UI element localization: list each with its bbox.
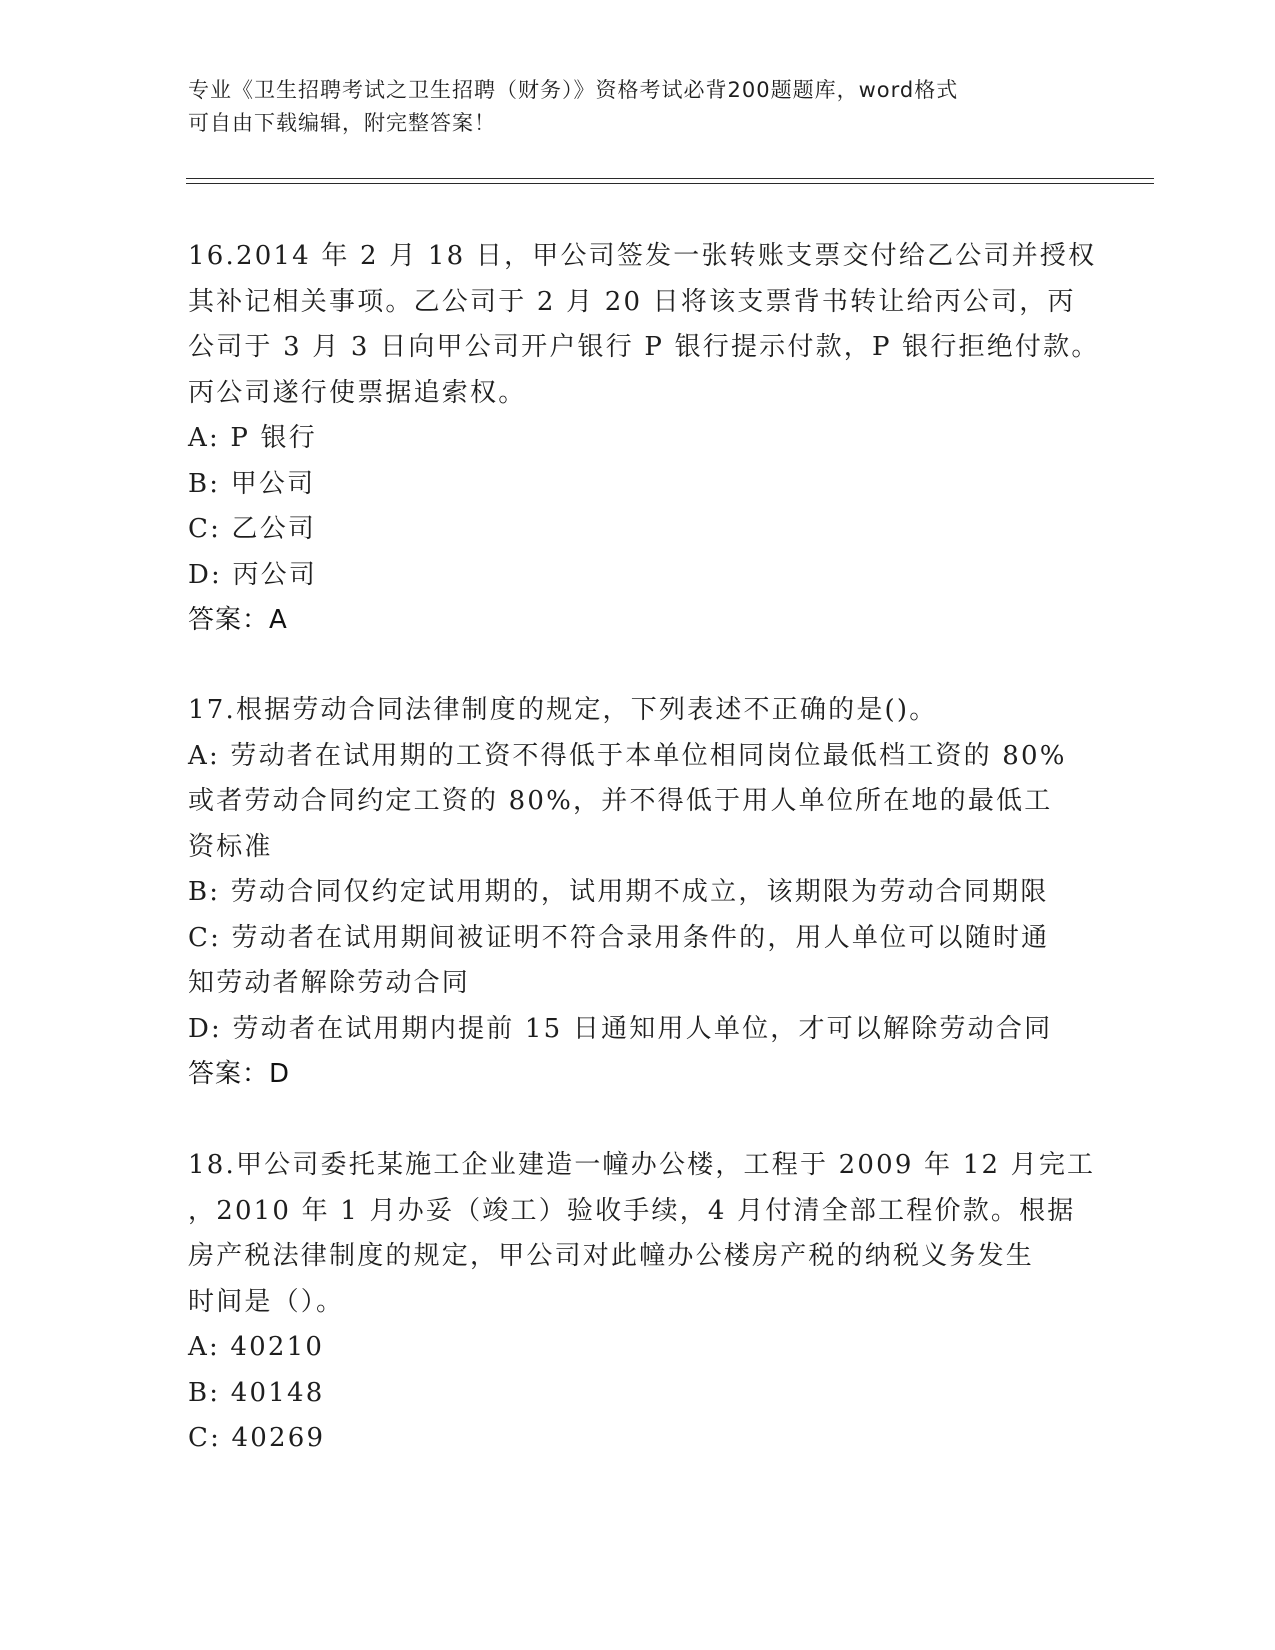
option-line: D: 丙公司	[188, 559, 318, 590]
option-line: C: 乙公司	[188, 514, 317, 544]
option-line: C: 40269	[188, 1423, 326, 1453]
stem-line: 18.甲公司委托某施工企业建造一幢办公楼，工程于 2009 年 12 月完工	[188, 1150, 1096, 1180]
answer-text: 答案：A	[188, 605, 288, 635]
question-stem	[188, 1143, 1096, 1325]
option-line: A: P 银行	[188, 423, 317, 453]
header-divider	[186, 178, 1154, 179]
stem-line: 时间是（）。	[188, 1286, 345, 1317]
option-a	[188, 416, 1088, 462]
option-d	[188, 553, 1088, 599]
stem-line: 16.2014 年 2 月 18 日，甲公司签发一张转账支票交付给乙公司并授权	[188, 241, 1097, 271]
header-line: 专业《卫生招聘考试之卫生招聘（财务）》资格考试必背200题题库，word格式	[188, 78, 959, 102]
option-line: A: 劳动者在试用期的工资不得低于本单位相同岗位最低档工资的 80%	[188, 740, 1067, 771]
option-line: B: 劳动合同仅约定试用期的，试用期不成立，该期限为劳动合同期限	[188, 877, 1049, 907]
question-18	[188, 1143, 1096, 1462]
stem-line: 其补记相关事项。乙公司于 2 月 20 日将该支票背书转让给丙公司，丙	[188, 286, 1076, 317]
option-line: A: 40210	[188, 1332, 325, 1362]
option-d	[188, 1007, 1088, 1053]
option-a	[188, 734, 1088, 871]
stem-line: 公司于 3 月 3 日向甲公司开户银行 P 银行提示付款，P 银行拒绝付款。	[188, 332, 1100, 362]
option-line: D: 劳动者在试用期内提前 15 日通知用人单位，才可以解除劳动合同	[188, 1013, 1053, 1044]
header-line: 可自由下载编辑，附完整答案！	[188, 111, 496, 135]
option-line: 或者劳动合同约定工资的 80%，并不得低于用人单位所在地的最低工	[188, 786, 1053, 816]
stem-line: 房产税法律制度的规定，甲公司对此幢办公楼房产税的纳税义务发生	[188, 1241, 1035, 1271]
option-c	[188, 916, 1088, 1007]
document-header	[188, 74, 1088, 140]
question-stem	[188, 688, 1088, 734]
option-c	[188, 1416, 1088, 1462]
option-line: 资标准	[188, 831, 273, 862]
header-divider	[186, 183, 1154, 184]
option-a	[188, 1325, 1088, 1371]
option-b	[188, 462, 1088, 508]
option-c	[188, 507, 1088, 553]
option-b	[188, 870, 1088, 916]
option-line: 知劳动者解除劳动合同	[188, 968, 471, 998]
stem-line: ，2010 年 1 月办妥（竣工）验收手续，4 月付清全部工程价款。根据	[188, 1195, 1076, 1226]
option-line: B: 40148	[188, 1377, 325, 1408]
option-b	[188, 1371, 1088, 1417]
question-16	[188, 234, 1100, 644]
question-17	[188, 688, 1088, 1098]
stem-line: 17.根据劳动合同法律制度的规定，下列表述不正确的是()。	[188, 695, 938, 725]
question-stem	[188, 234, 1100, 416]
stem-line: 丙公司遂行使票据追索权。	[188, 377, 527, 408]
answer-text: 答案：D	[188, 1059, 291, 1089]
option-line: B: 甲公司	[188, 468, 316, 499]
option-line: C: 劳动者在试用期间被证明不符合录用条件的，用人单位可以随时通	[188, 922, 1050, 953]
